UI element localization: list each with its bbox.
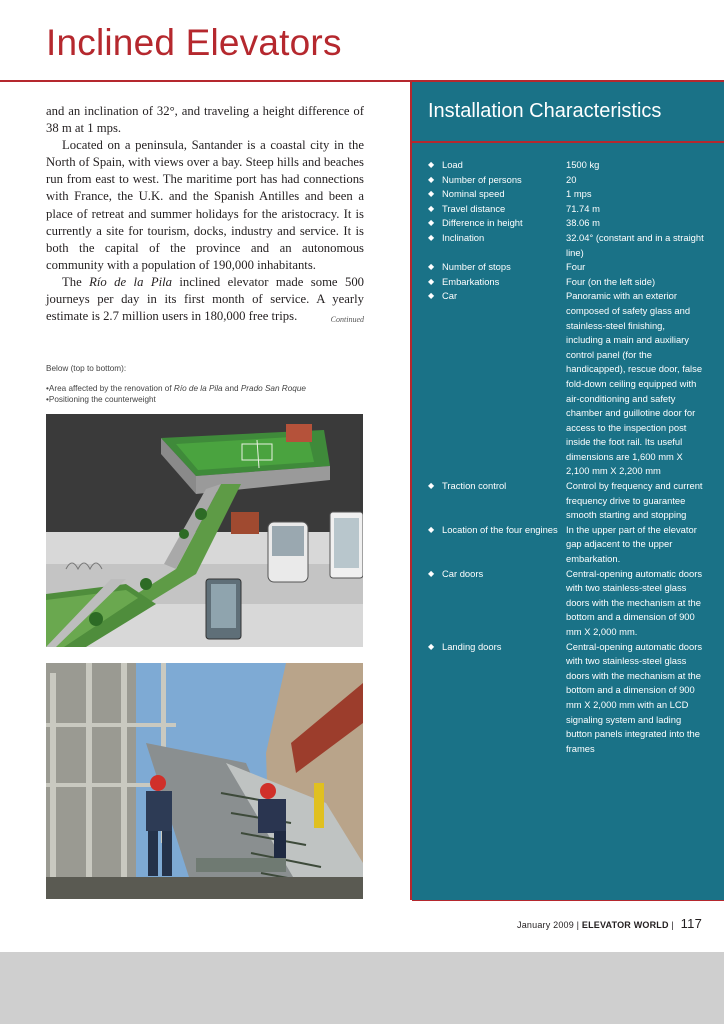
place-name: Río de la Pila [89,274,172,289]
title-divider [0,80,412,82]
diamond-bullet-icon: ◆ [428,641,435,651]
spec-label: Difference in height [442,217,523,229]
diamond-bullet-icon: ◆ [428,232,435,242]
spec-row [428,567,716,640]
spec-row [428,640,716,757]
spec-row [428,202,716,217]
diamond-bullet-icon: ◆ [428,568,435,578]
page-footer [517,916,702,931]
spec-row [428,289,716,479]
rendering-image [46,414,363,647]
caption-item-area [46,383,364,394]
spec-value: 32.04° (constant and in a straight line) [566,231,704,258]
caption-text: Area affected by the renovation of [48,384,174,393]
article-body [46,103,364,328]
photo-caption [46,363,364,405]
footer-date: January 2009 [517,920,574,930]
diamond-bullet-icon: ◆ [428,481,435,491]
diamond-bullet-icon: ◆ [428,524,435,534]
footer-separator-2: | [668,920,677,930]
caption-place-2: Prado San Roque [240,384,306,393]
paragraph-3 [46,274,364,325]
bottom-band [0,952,724,1024]
construction-photo [46,663,363,899]
spec-label: Landing doors [442,640,502,652]
sidebar-title: Installation Characteristics [428,100,662,122]
rendering-illustration [46,414,363,647]
spec-label: Traction control [442,480,507,492]
caption-list [46,383,364,405]
page-title: Inclined Elevators [46,22,342,63]
diamond-bullet-icon: ◆ [428,218,435,228]
footer-brand: ELEVATOR WORLD [581,920,669,930]
spec-row [428,173,716,188]
spec-label: Location of the four engines [442,523,558,535]
spec-value: 20 [566,173,577,185]
paragraph-2: Located on a peninsula, Santander is a coastal city in the North of Spain, with views over a bay. Steep hills and beaches run from east to west. The maritime port has had connections with France, the U.K. and the Spanish Antilles and been a place of retreat and summer holidays for the aristocracy. It is currently a site for tourism, docks, industry and service. It is both the capital of the province and an autonomous community with a population of 190,000 inhabitants. [46,138,364,272]
caption-item-counterweight: • Positioning the counterweight [46,394,364,405]
spec-value: Central-opening automatic doors with two stainless-steel glass doors with the mechanism at the bottom and a dimension of 900 mm X 2,000 mm. [566,567,703,637]
sidebar-divider [412,141,724,143]
spec-row [428,260,716,275]
diamond-bullet-icon: ◆ [428,203,435,213]
spec-label: Car doors [442,567,484,579]
spec-label: Number of persons [442,173,522,185]
spec-row [428,275,716,290]
spec-row [428,479,716,523]
caption-place-1: Río de la Pila [173,384,223,393]
diamond-bullet-icon: ◆ [428,291,435,301]
spec-value: 1500 kg [566,159,600,170]
spec-value: Control by frequency and current frequency drive to guarantee smooth starting and stopping [566,480,703,521]
spec-value: Panoramic with an exterior composed of safety glass and stainless-steel finishing, including a main and auxiliary control panel (for the handicapped), rescue door, false fold-down ceiling equipped with air-conditioning and safety chamber and guillotine door for access to the inspection post inside the foot rail. Its useful dimensions are 1,600 mm X 2,100 mm X 2,200 mm [566,290,703,477]
spec-row [428,216,716,231]
spec-row [428,523,716,567]
sidebar-bottom-rule [412,900,724,901]
footer-separator: | [573,920,582,930]
caption-heading: Below (top to bottom): [46,364,127,373]
spec-label: Car [442,290,458,302]
spec-value: 1 mps [566,188,592,200]
spec-value: 71.74 m [566,202,600,214]
spec-value: 38.06 m [566,217,600,229]
spec-label: Nominal speed [442,188,505,200]
spec-label: Embarkations [442,275,500,287]
diamond-bullet-icon: ◆ [428,174,435,184]
spec-label: Load [442,159,463,170]
spec-value: Four (on the left side) [566,275,656,287]
diamond-bullet-icon: ◆ [428,189,435,199]
diamond-bullet-icon: ◆ [428,262,435,272]
spec-row [428,231,716,260]
paragraph-1: and an inclination of 32°, and traveling a height difference of 38 m at 1 mps. [46,104,364,136]
construction-scene [46,663,363,899]
spec-value: Four [566,261,586,273]
page-number: 117 [680,916,702,931]
spec-value: In the upper part of the elevator gap adjacent to the upper embarkation. [566,523,697,565]
spec-label: Number of stops [442,261,511,273]
spec-label: Travel distance [442,202,506,214]
paragraph-3-start: The [62,274,90,289]
spec-value: Central-opening automatic doors with two stainless-steel glass doors with the mechanism at the bottom and a dimension of 900 mm X 2,000 mm with an LCD signaling system and lading button panels integrated into the frames [566,640,703,754]
spec-row [428,187,716,202]
continued-label: Continued [330,315,364,325]
spec-label: Inclination [442,231,485,243]
specs-list [428,158,716,756]
paragraph-3-end: inclined elevator made some 500 journeys per day in its first month of service. A yearly estimate is 2.7 million users in 180,000 free trips. [46,274,365,324]
sidebar-left-rule [410,82,412,900]
caption-text-mid: and [222,384,241,393]
spec-row [428,158,716,173]
diamond-bullet-icon: ◆ [428,276,435,286]
diamond-bullet-icon: ◆ [428,160,435,169]
